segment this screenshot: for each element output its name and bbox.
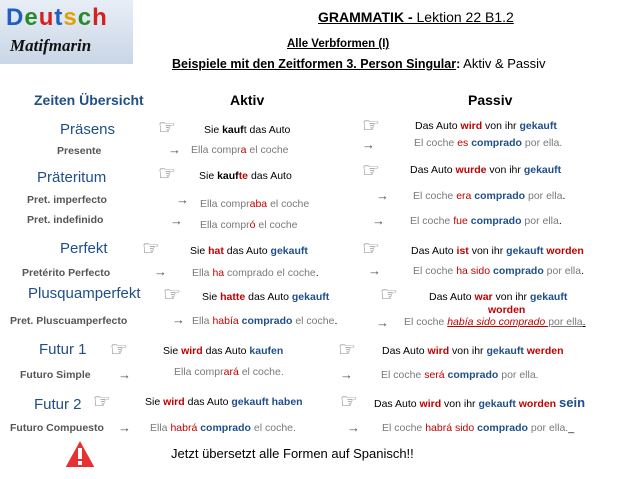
text-fragment: Ella [200, 219, 221, 231]
column-header-aktiv: Aktiv [230, 92, 265, 108]
tense-label: Futur 1 [39, 341, 87, 358]
text-fragment: Das Auto [374, 398, 420, 410]
text-fragment: será [424, 369, 445, 381]
arrow-icon: → [170, 213, 183, 228]
text-fragment: Sie [202, 291, 221, 303]
logo-letter: c [77, 4, 93, 31]
text-fragment: werden [526, 345, 564, 357]
text-fragment: gekauft [529, 291, 568, 303]
logo-word [6, 6, 108, 30]
text-fragment: kaufen [249, 345, 284, 357]
text-fragment: Das Auto [415, 120, 461, 132]
logo [0, 0, 133, 64]
text-fragment: ha [212, 267, 225, 279]
text-fragment: Sie [199, 170, 218, 182]
text-fragment: . [315, 267, 319, 279]
text-fragment: por ella. [498, 369, 539, 381]
arrow-icon: → [118, 367, 131, 382]
text-fragment: wird [163, 396, 185, 408]
text-fragment: el coche [246, 144, 289, 156]
pointing-hand-icon: ☞ [340, 391, 358, 413]
text-fragment: habrá sido [425, 422, 475, 434]
passiv-sentence [415, 121, 557, 132]
text-fragment: es [457, 137, 469, 149]
pointing-hand-icon: ☞ [338, 339, 356, 361]
text-fragment: worden [518, 398, 557, 410]
text-fragment: gekauft [291, 291, 330, 303]
aktiv-sentence [190, 246, 308, 257]
intro-line [172, 57, 546, 71]
arrow-icon: → [118, 420, 131, 435]
passiv-translation [381, 370, 539, 381]
aktiv-translation [192, 316, 337, 327]
text-fragment: Ella compr [174, 366, 224, 378]
pointing-hand-icon: ☞ [158, 163, 176, 185]
arrow-icon: → [172, 312, 185, 327]
text-fragment: sein [559, 395, 586, 410]
text-fragment: Sie [145, 396, 164, 408]
warning-icon [62, 436, 98, 472]
pointing-hand-icon: ☞ [163, 284, 181, 306]
text-fragment: por ella [543, 265, 582, 277]
text-fragment: por ella [521, 215, 559, 227]
logo-letter: D [6, 4, 25, 31]
text-fragment: wird [181, 345, 203, 357]
aktiv-translation [150, 423, 296, 434]
text-fragment: das Auto [184, 396, 232, 408]
passiv-sentence [411, 246, 584, 257]
text-fragment: hat [208, 245, 224, 257]
text-fragment: compr [220, 219, 250, 231]
arrow-icon: → [347, 420, 360, 435]
logo-letter: e [24, 4, 39, 31]
logo-letter: t [54, 4, 64, 31]
logo-letter: h [92, 4, 108, 31]
text-fragment: GRAMMATIK - [318, 9, 417, 25]
text-fragment: Das Auto [411, 245, 457, 257]
logo-letter: u [38, 4, 55, 31]
aktiv-translation [192, 268, 319, 279]
text-fragment: war [474, 291, 493, 303]
spanish-tense-label: Pretérito Perfecto [22, 267, 111, 279]
text-fragment: t [243, 124, 247, 136]
text-fragment: wird [419, 398, 442, 410]
arrow-icon: → [154, 264, 167, 279]
arrow-icon: → [376, 315, 389, 330]
text-fragment: había sido comprado [447, 316, 549, 328]
text-fragment: gekauft haben [231, 396, 303, 408]
text-fragment: El coche [413, 265, 457, 277]
text-fragment: gekauft [270, 245, 308, 257]
text-fragment: Lektion 22 B1.2 [416, 9, 514, 25]
tense-label: Futur 2 [34, 396, 82, 413]
passiv-sentence [374, 396, 585, 410]
text-fragment: Sie [163, 345, 182, 357]
tense-label: Präsens [60, 121, 116, 138]
text-fragment: el coche. [250, 422, 296, 434]
text-fragment: fue [453, 215, 468, 227]
pointing-hand-icon: ☞ [142, 238, 160, 260]
text-fragment: das Auto [245, 291, 292, 303]
spanish-tense-label: Futuro Simple [20, 369, 91, 381]
text-fragment: . [581, 265, 585, 277]
spanish-tense-label: Presente [57, 145, 102, 157]
aktiv-translation [200, 220, 298, 231]
aktiv-sentence [145, 397, 303, 408]
text-fragment: das Auto [223, 245, 271, 257]
aktiv-sentence [199, 171, 292, 182]
text-fragment: ha sido [456, 265, 491, 277]
spanish-tense-label: Pret. indefinido [27, 214, 104, 226]
pointing-hand-icon: ☞ [362, 238, 380, 260]
arrow-icon: → [372, 213, 385, 228]
text-fragment: gekauft [506, 245, 544, 257]
text-fragment: . [582, 316, 586, 328]
aktiv-sentence [163, 346, 283, 357]
passiv-sentence-continuation: worden [488, 304, 526, 316]
column-header-passiv: Passiv [468, 92, 513, 108]
text-fragment: das Auto [202, 345, 250, 357]
text-fragment: el coche [255, 219, 298, 231]
text-fragment: Sie [190, 245, 209, 257]
text-fragment: wird [427, 345, 450, 357]
text-fragment: por ella. [527, 422, 569, 434]
text-fragment: Ella [192, 267, 213, 279]
text-fragment: por ella [548, 316, 583, 328]
pointing-hand-icon: ☞ [380, 284, 398, 306]
tense-label: Perfekt [60, 240, 108, 257]
text-fragment: El coche [404, 316, 448, 328]
text-fragment: aba [249, 198, 268, 210]
text-fragment: te [238, 170, 249, 182]
logo-subtitle: Matifmarin [10, 36, 92, 55]
tense-label: Plusquamperfekt [28, 285, 141, 302]
logo-letter: s [63, 4, 78, 31]
text-fragment: Ella [192, 315, 213, 327]
page-subtitle: Alle Verbformen (I) [287, 38, 390, 50]
text-fragment: comprado [471, 190, 526, 202]
text-fragment: Sie [204, 124, 223, 136]
text-fragment: por ella. [521, 137, 563, 149]
text-fragment: . [334, 315, 338, 327]
page-title [318, 10, 514, 24]
text-fragment: Ella [191, 144, 212, 156]
text-fragment: . [562, 190, 566, 202]
arrow-icon: → [340, 367, 353, 382]
passiv-sentence [382, 346, 564, 357]
text-fragment: comprado [444, 369, 499, 381]
text-fragment: Das Auto [382, 345, 428, 357]
text-fragment: kauf [222, 124, 244, 136]
passiv-translation [382, 423, 574, 434]
text-fragment: compr [220, 198, 250, 210]
text-fragment: von ihr [486, 164, 524, 176]
passiv-translation [413, 266, 584, 277]
text-fragment: von ihr [492, 291, 530, 303]
text-fragment: el coche. [238, 366, 284, 378]
spanish-tense-label: Futuro Compuesto [10, 422, 104, 434]
text-fragment: había [212, 315, 239, 327]
text-fragment: : [456, 57, 461, 71]
text-fragment: das Auto [248, 170, 292, 182]
column-header-overview: Zeiten Übersicht [34, 92, 144, 108]
text-fragment: gekauft [478, 398, 516, 410]
pointing-hand-icon: ☞ [362, 160, 380, 182]
pointing-hand-icon: ☞ [110, 339, 128, 361]
text-fragment: comprado el coche [224, 267, 316, 279]
text-fragment: comprado [467, 215, 522, 227]
text-fragment: von ihr [482, 120, 520, 132]
text-fragment: wird [460, 120, 483, 132]
text-fragment: ó [249, 219, 256, 231]
passiv-sentence [429, 292, 567, 303]
text-fragment: El coche [382, 422, 426, 434]
pointing-hand-icon: ☞ [158, 117, 176, 139]
text-fragment: kauf [217, 170, 239, 182]
passiv-translation [410, 216, 562, 227]
text-fragment: habrá [170, 422, 198, 434]
text-fragment: Ella [150, 422, 171, 434]
arrow-icon: → [376, 188, 389, 203]
text-fragment: . [558, 215, 562, 227]
text-fragment: compr [211, 144, 241, 156]
passiv-sentence [410, 165, 561, 176]
text-fragment: Aktiv & Passiv [460, 56, 546, 71]
text-fragment: el coche [292, 315, 335, 327]
aktiv-translation [200, 199, 309, 210]
text-fragment: era [456, 190, 472, 202]
aktiv-translation [174, 367, 284, 378]
text-fragment: Das Auto [429, 291, 475, 303]
aktiv-sentence [202, 292, 329, 303]
arrow-icon: → [176, 192, 189, 207]
text-fragment: gekauft [486, 345, 524, 357]
text-fragment: comprado [468, 137, 522, 149]
pointing-hand-icon: ☞ [93, 391, 111, 413]
text-fragment: comprado [197, 422, 251, 434]
footer-instruction: Jetzt übersetzt alle Formen auf Spanisch!! [171, 446, 414, 461]
text-fragment: El coche [414, 137, 458, 149]
text-fragment: wurde [455, 164, 487, 176]
text-fragment: comprado [238, 315, 293, 327]
passiv-translation [414, 138, 562, 149]
text-fragment: el coche [267, 198, 310, 210]
aktiv-sentence [204, 125, 290, 136]
text-fragment: _ [568, 422, 575, 434]
text-fragment: gekauft [523, 164, 562, 176]
pointing-hand-icon: ☞ [362, 115, 380, 137]
text-fragment: ist [456, 245, 469, 257]
arrow-icon: → [368, 263, 381, 278]
tense-label: Präteritum [37, 169, 107, 186]
passiv-translation [404, 317, 586, 328]
text-fragment: hatte [220, 291, 246, 303]
text-fragment: a [240, 144, 247, 156]
text-fragment: El coche [413, 190, 457, 202]
text-fragment: El coche [410, 215, 454, 227]
text-fragment: Beispiele mit den Zeitformen 3. Person Singular [172, 57, 457, 71]
spanish-tense-label: Pret. Pluscuamperfecto [10, 315, 128, 327]
text-fragment: worden [546, 245, 584, 257]
text-fragment: comprado [474, 422, 528, 434]
text-fragment: ará [223, 366, 239, 378]
text-fragment: Das Auto [410, 164, 456, 176]
text-fragment: gekauft [519, 120, 557, 132]
text-fragment: von ihr [441, 398, 479, 410]
text-fragment: das Auto [246, 124, 291, 136]
text-fragment: Ella [200, 198, 221, 210]
text-fragment: von ihr [449, 345, 487, 357]
spanish-tense-label: Pret. imperfecto [27, 194, 107, 206]
text-fragment: von ihr [468, 245, 507, 257]
text-fragment: El coche [381, 369, 425, 381]
arrow-icon: → [168, 142, 181, 157]
arrow-icon: → [362, 137, 375, 152]
aktiv-translation [191, 145, 289, 156]
text-fragment: por ella [525, 190, 563, 202]
passiv-translation [413, 191, 565, 202]
text-fragment: comprado [490, 265, 544, 277]
